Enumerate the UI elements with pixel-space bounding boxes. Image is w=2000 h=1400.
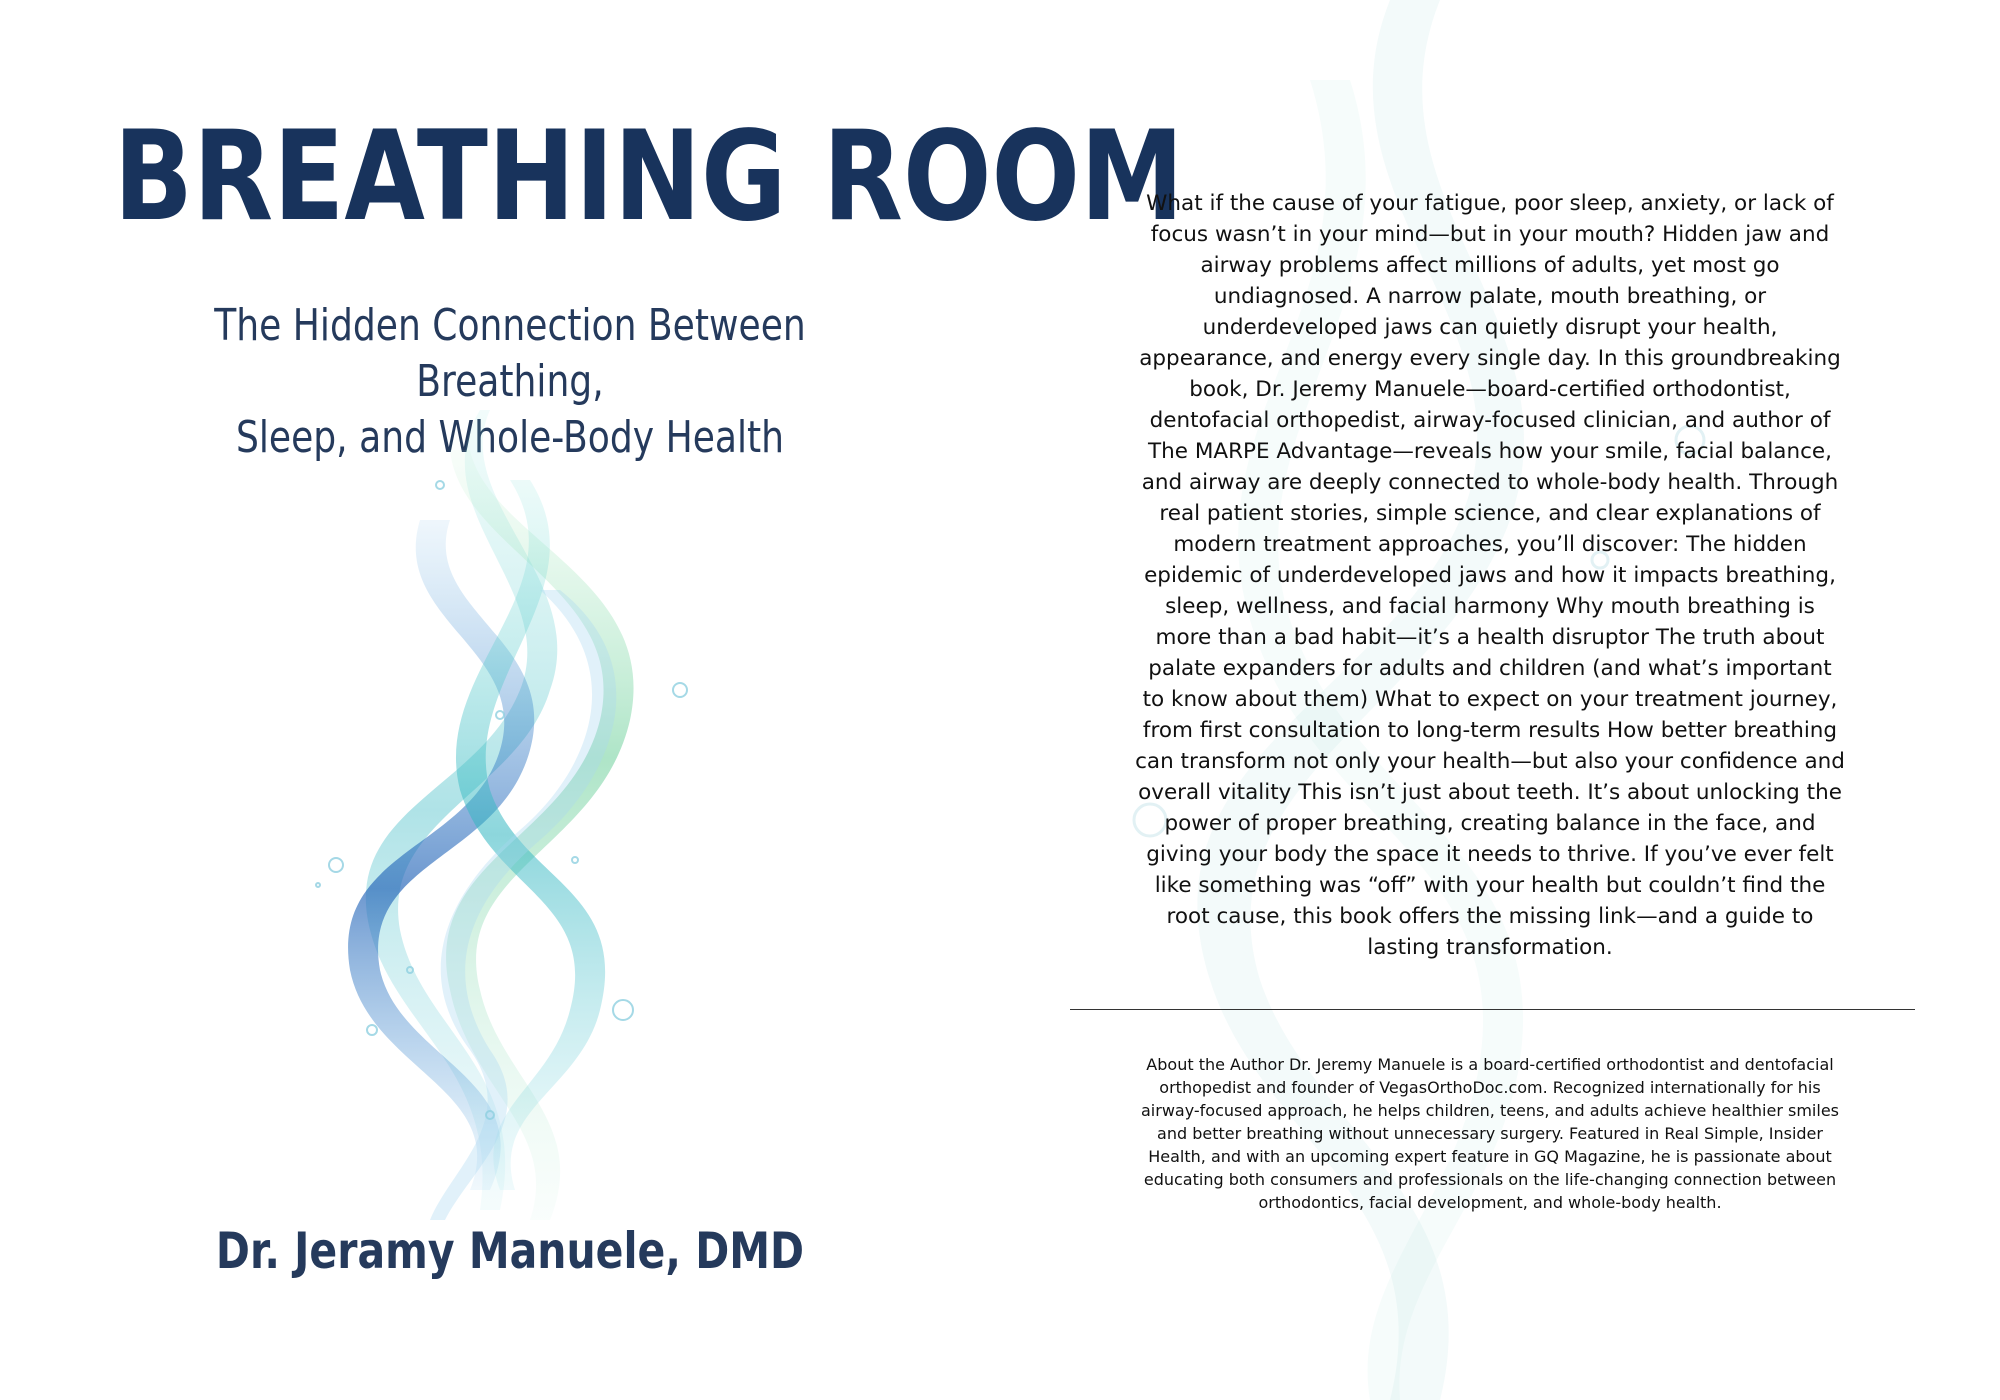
about-the-author: About the Author Dr. Jeremy Manuele is a board-certified orthodontist and dentofacial orthopedist and founder of VegasOrthoDoc.com. Recognized internationally for his airway-focused approach, he helps children, teens, and adults achieve healthier smiles and better breathing without unnecessary surgery. Featured in Real Simple, Insider Health, and with an upcoming expert feature in GQ Magazine, he is passionate about educating both consumers and professionals on the life-changing connection between orthodontics, facial development, and whole-body health. xyxy=(1140,1055,1839,1212)
back-cover-blurb: What if the cause of your fatigue, poor sleep, anxiety, or lack of focus wasn’t in your mind—but in your mouth? Hidden jaw and airway problems affect millions of adults, yet most go undiagnosed. A narrow palate, mouth breathing, or underdeveloped jaws can quietly disrupt your health, appearance, and energy every single day. In this groundbreaking book, Dr. Jeremy Manuele—board-certified orthodontist, dentofacial orthopedist, airway-focused clinician, and author of The MARPE Advantage—reveals how your smile, facial balance, and airway are deeply connected to whole-body health. Through real patient stories, simple science, and clear explanations of modern treatment approaches, you’ll discover: The hidden epidemic of underdeveloped jaws and how it impacts breathing, sleep, wellness, and facial harmony Why mouth breathing is more than a bad habit—it’s a health disruptor The truth about palate expanders for adults and children (and what’s important to know about them) What to expect on your treatment journey, from first consultation to long-term results How better breathing can transform not only your health—but also your confidence and overall vitality This isn’t just about teeth. It’s about unlocking the power of proper breathing, creating balance in the face, and giving your body the space it needs to thrive. If you’ve ever felt like something was “off” with your health but couldn’t find the root cause, this book offers the missing link—and a guide to lasting transformation. xyxy=(1135,191,1845,960)
book-title: BREATHING ROOM xyxy=(113,105,1184,249)
subtitle-line-2: Sleep, and Whole-Body Health xyxy=(235,412,785,463)
book-author: Dr. Jeramy Manuele, DMD xyxy=(215,1222,805,1280)
divider-line xyxy=(1070,1009,1915,1010)
smoke-wave-illustration xyxy=(300,390,720,1230)
back-cover xyxy=(1000,0,2000,1400)
subtitle-line-1: The Hidden Connection Between Breathing, xyxy=(214,300,806,407)
